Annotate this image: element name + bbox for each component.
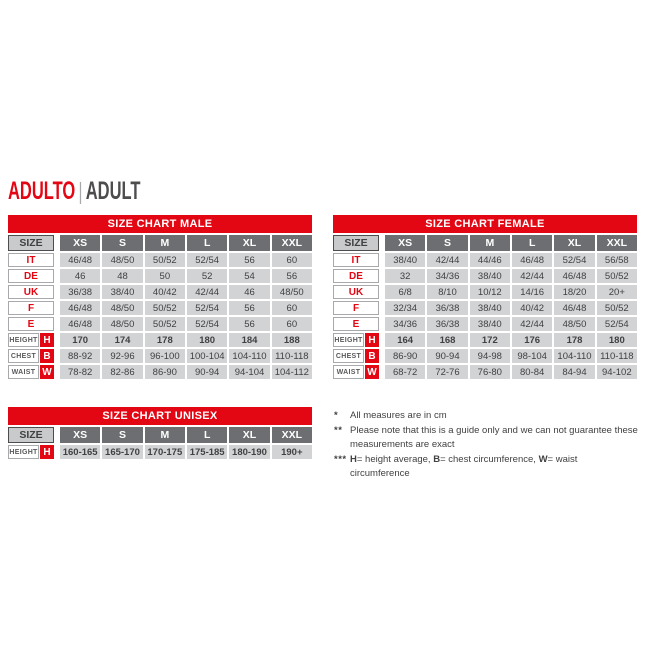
size-cell: 50/52 (145, 301, 185, 315)
measure-cell: 188 (272, 333, 312, 347)
footnote-text (350, 409, 638, 423)
column-header-s: S (102, 235, 142, 251)
table-title: SIZE CHART FEMALE (333, 215, 637, 233)
region-label-f: F (333, 301, 379, 315)
measure-cell: 86-90 (145, 365, 185, 379)
measure-cell: 174 (102, 333, 142, 347)
size-cell: 48/50 (272, 285, 312, 299)
size-cell: 18/20 (554, 285, 594, 299)
size-cell: 50/52 (597, 301, 637, 315)
measure-cell: 165-170 (102, 445, 142, 459)
measure-label-height: HEIGHT (333, 333, 364, 347)
column-header-l: L (512, 235, 552, 251)
measure-cell: 110-118 (272, 349, 312, 363)
measure-cell: 178 (554, 333, 594, 347)
footnote-marker: *** (334, 454, 347, 466)
size-cell: 10/12 (470, 285, 510, 299)
size-cell: 6/8 (385, 285, 425, 299)
size-cell: 32 (385, 269, 425, 283)
measure-label-chest: CHEST (8, 349, 39, 363)
measure-cell: 68-72 (385, 365, 425, 379)
table-title: SIZE CHART UNISEX (8, 407, 312, 425)
measure-cell: 90-94 (187, 365, 227, 379)
measure-label-group (333, 365, 379, 379)
size-cell: 48/50 (102, 317, 142, 331)
measure-label-group (8, 365, 54, 379)
size-cell: 38/40 (385, 253, 425, 267)
size-cell: 52/54 (554, 253, 594, 267)
size-cell: 56 (229, 317, 269, 331)
measure-cell: 80-84 (512, 365, 552, 379)
size-chart-unisex-table (8, 407, 312, 459)
measure-letter-badge: B (40, 349, 54, 363)
footnote-segment: Please note that this is a guide only and we can not guarantee these measurements are exact (350, 425, 638, 451)
region-label-de: DE (333, 269, 379, 283)
footnote (334, 453, 644, 481)
footnote-text (350, 424, 638, 452)
column-header-m: M (470, 235, 510, 251)
size-cell: 48/50 (554, 317, 594, 331)
page-title-separator: | (78, 178, 83, 204)
size-cell: 8/10 (427, 285, 467, 299)
measure-letter-badge: H (40, 333, 54, 347)
column-header-xs: XS (60, 427, 100, 443)
size-cell: 48/50 (102, 253, 142, 267)
measure-cell: 104-112 (272, 365, 312, 379)
footnote-term: W (538, 454, 548, 466)
size-cell: 56 (229, 253, 269, 267)
measure-cell: 94-98 (470, 349, 510, 363)
measure-cell: 94-102 (597, 365, 637, 379)
column-header-xl: XL (229, 235, 269, 251)
measure-cell: 170-175 (145, 445, 185, 459)
measure-cell: 164 (385, 333, 425, 347)
column-header-m: M (145, 427, 185, 443)
footnote-marker: ** (334, 425, 343, 437)
measure-cell: 190+ (272, 445, 312, 459)
footnote-segment: = height average, (356, 454, 434, 466)
size-cell: 44/46 (470, 253, 510, 267)
measure-label-waist: WAIST (8, 365, 39, 379)
region-label-uk: UK (333, 285, 379, 299)
measure-letter-badge: H (365, 333, 379, 347)
measure-cell: 96-100 (145, 349, 185, 363)
measure-cell: 88-92 (60, 349, 100, 363)
measure-cell: 84-94 (554, 365, 594, 379)
footnote-term: H (350, 454, 357, 466)
measure-cell: 98-104 (512, 349, 552, 363)
measure-cell: 104-110 (229, 349, 269, 363)
size-column-header: SIZE (333, 235, 379, 251)
column-header-m: M (145, 235, 185, 251)
measure-label-group (333, 333, 379, 347)
page-title-secondary: ADULT (85, 177, 141, 205)
measure-label-group (8, 445, 54, 459)
size-cell: 14/16 (512, 285, 552, 299)
measure-label-group (8, 349, 54, 363)
column-header-s: S (102, 427, 142, 443)
size-cell: 46/48 (554, 269, 594, 283)
measure-cell: 178 (145, 333, 185, 347)
measure-cell: 100-104 (187, 349, 227, 363)
column-header-xxl: XXL (272, 427, 312, 443)
region-label-it: IT (333, 253, 379, 267)
size-cell: 50 (145, 269, 185, 283)
size-cell: 54 (229, 269, 269, 283)
footnote-text (350, 453, 638, 481)
region-label-uk: UK (8, 285, 54, 299)
size-cell: 46/48 (60, 301, 100, 315)
region-label-e: E (333, 317, 379, 331)
size-cell: 52 (187, 269, 227, 283)
size-cell: 40/42 (145, 285, 185, 299)
measure-cell: 82-86 (102, 365, 142, 379)
column-header-l: L (187, 235, 227, 251)
footnotes (334, 409, 644, 482)
size-cell: 46 (60, 269, 100, 283)
measure-cell: 168 (427, 333, 467, 347)
size-cell: 52/54 (597, 317, 637, 331)
footnote-marker: * (334, 410, 339, 421)
measure-cell: 94-104 (229, 365, 269, 379)
size-cell: 46 (229, 285, 269, 299)
footnote-term: B (433, 454, 441, 466)
size-cell: 56 (272, 269, 312, 283)
size-cell: 40/42 (512, 301, 552, 315)
size-cell: 36/38 (427, 317, 467, 331)
measure-cell: 170 (60, 333, 100, 347)
column-header-xl: XL (229, 427, 269, 443)
size-chart-male-table (8, 215, 312, 379)
measure-letter-badge: B (365, 349, 379, 363)
size-cell: 56 (229, 301, 269, 315)
measure-cell: 90-94 (427, 349, 467, 363)
measure-label-group (8, 333, 54, 347)
measure-letter-badge: H (40, 445, 54, 459)
measure-cell: 180 (187, 333, 227, 347)
size-cell: 60 (272, 317, 312, 331)
size-cell: 46/48 (554, 301, 594, 315)
region-label-it: IT (8, 253, 54, 267)
size-cell: 52/54 (187, 317, 227, 331)
page-title (8, 177, 140, 206)
size-cell: 46/48 (512, 253, 552, 267)
measure-label-height: HEIGHT (8, 445, 39, 459)
column-header-l: L (187, 427, 227, 443)
size-cell: 38/40 (470, 317, 510, 331)
measure-cell: 180 (597, 333, 637, 347)
measure-label-height: HEIGHT (8, 333, 39, 347)
size-cell: 34/36 (427, 269, 467, 283)
measure-cell: 92-96 (102, 349, 142, 363)
measure-cell: 172 (470, 333, 510, 347)
size-cell: 42/44 (187, 285, 227, 299)
measure-cell: 184 (229, 333, 269, 347)
size-cell: 50/52 (597, 269, 637, 283)
measure-cell: 86-90 (385, 349, 425, 363)
column-header-xxl: XXL (597, 235, 637, 251)
size-column-header: SIZE (8, 427, 54, 443)
column-header-xs: XS (60, 235, 100, 251)
size-column-header: SIZE (8, 235, 54, 251)
column-header-s: S (427, 235, 467, 251)
region-label-f: F (8, 301, 54, 315)
measure-label-group (333, 349, 379, 363)
region-label-e: E (8, 317, 54, 331)
size-cell: 36/38 (427, 301, 467, 315)
measure-cell: 104-110 (554, 349, 594, 363)
size-chart-female-table (333, 215, 637, 379)
size-cell: 46/48 (60, 317, 100, 331)
column-header-xl: XL (554, 235, 594, 251)
measure-cell: 78-82 (60, 365, 100, 379)
region-label-de: DE (8, 269, 54, 283)
measure-cell: 76-80 (470, 365, 510, 379)
size-cell: 38/40 (470, 301, 510, 315)
size-cell: 48 (102, 269, 142, 283)
measure-cell: 72-76 (427, 365, 467, 379)
size-cell: 50/52 (145, 317, 185, 331)
size-cell: 42/44 (427, 253, 467, 267)
measure-cell: 176 (512, 333, 552, 347)
measure-letter-badge: W (365, 365, 379, 379)
size-cell: 32/34 (385, 301, 425, 315)
size-cell: 42/44 (512, 269, 552, 283)
size-cell: 20+ (597, 285, 637, 299)
measure-cell: 180-190 (229, 445, 269, 459)
size-cell: 48/50 (102, 301, 142, 315)
measure-cell: 160-165 (60, 445, 100, 459)
measure-label-chest: CHEST (333, 349, 364, 363)
footnote (334, 424, 644, 452)
footnote-segment: All measures are in cm (350, 410, 447, 421)
column-header-xxl: XXL (272, 235, 312, 251)
size-cell: 56/58 (597, 253, 637, 267)
measure-label-waist: WAIST (333, 365, 364, 379)
size-cell: 60 (272, 253, 312, 267)
size-cell: 52/54 (187, 301, 227, 315)
size-cell: 38/40 (470, 269, 510, 283)
size-cell: 34/36 (385, 317, 425, 331)
page-title-primary: ADULTO (8, 177, 76, 205)
measure-letter-badge: W (40, 365, 54, 379)
footnote-segment: = waist circumference (350, 454, 578, 480)
size-cell: 36/38 (60, 285, 100, 299)
measure-cell: 110-118 (597, 349, 637, 363)
column-header-xs: XS (385, 235, 425, 251)
size-cell: 46/48 (60, 253, 100, 267)
size-cell: 52/54 (187, 253, 227, 267)
size-cell: 50/52 (145, 253, 185, 267)
size-cell: 38/40 (102, 285, 142, 299)
size-cell: 42/44 (512, 317, 552, 331)
footnote-segment: = chest circumference, (440, 454, 539, 466)
measure-cell: 175-185 (187, 445, 227, 459)
size-cell: 60 (272, 301, 312, 315)
footnote (334, 409, 644, 423)
table-title: SIZE CHART MALE (8, 215, 312, 233)
